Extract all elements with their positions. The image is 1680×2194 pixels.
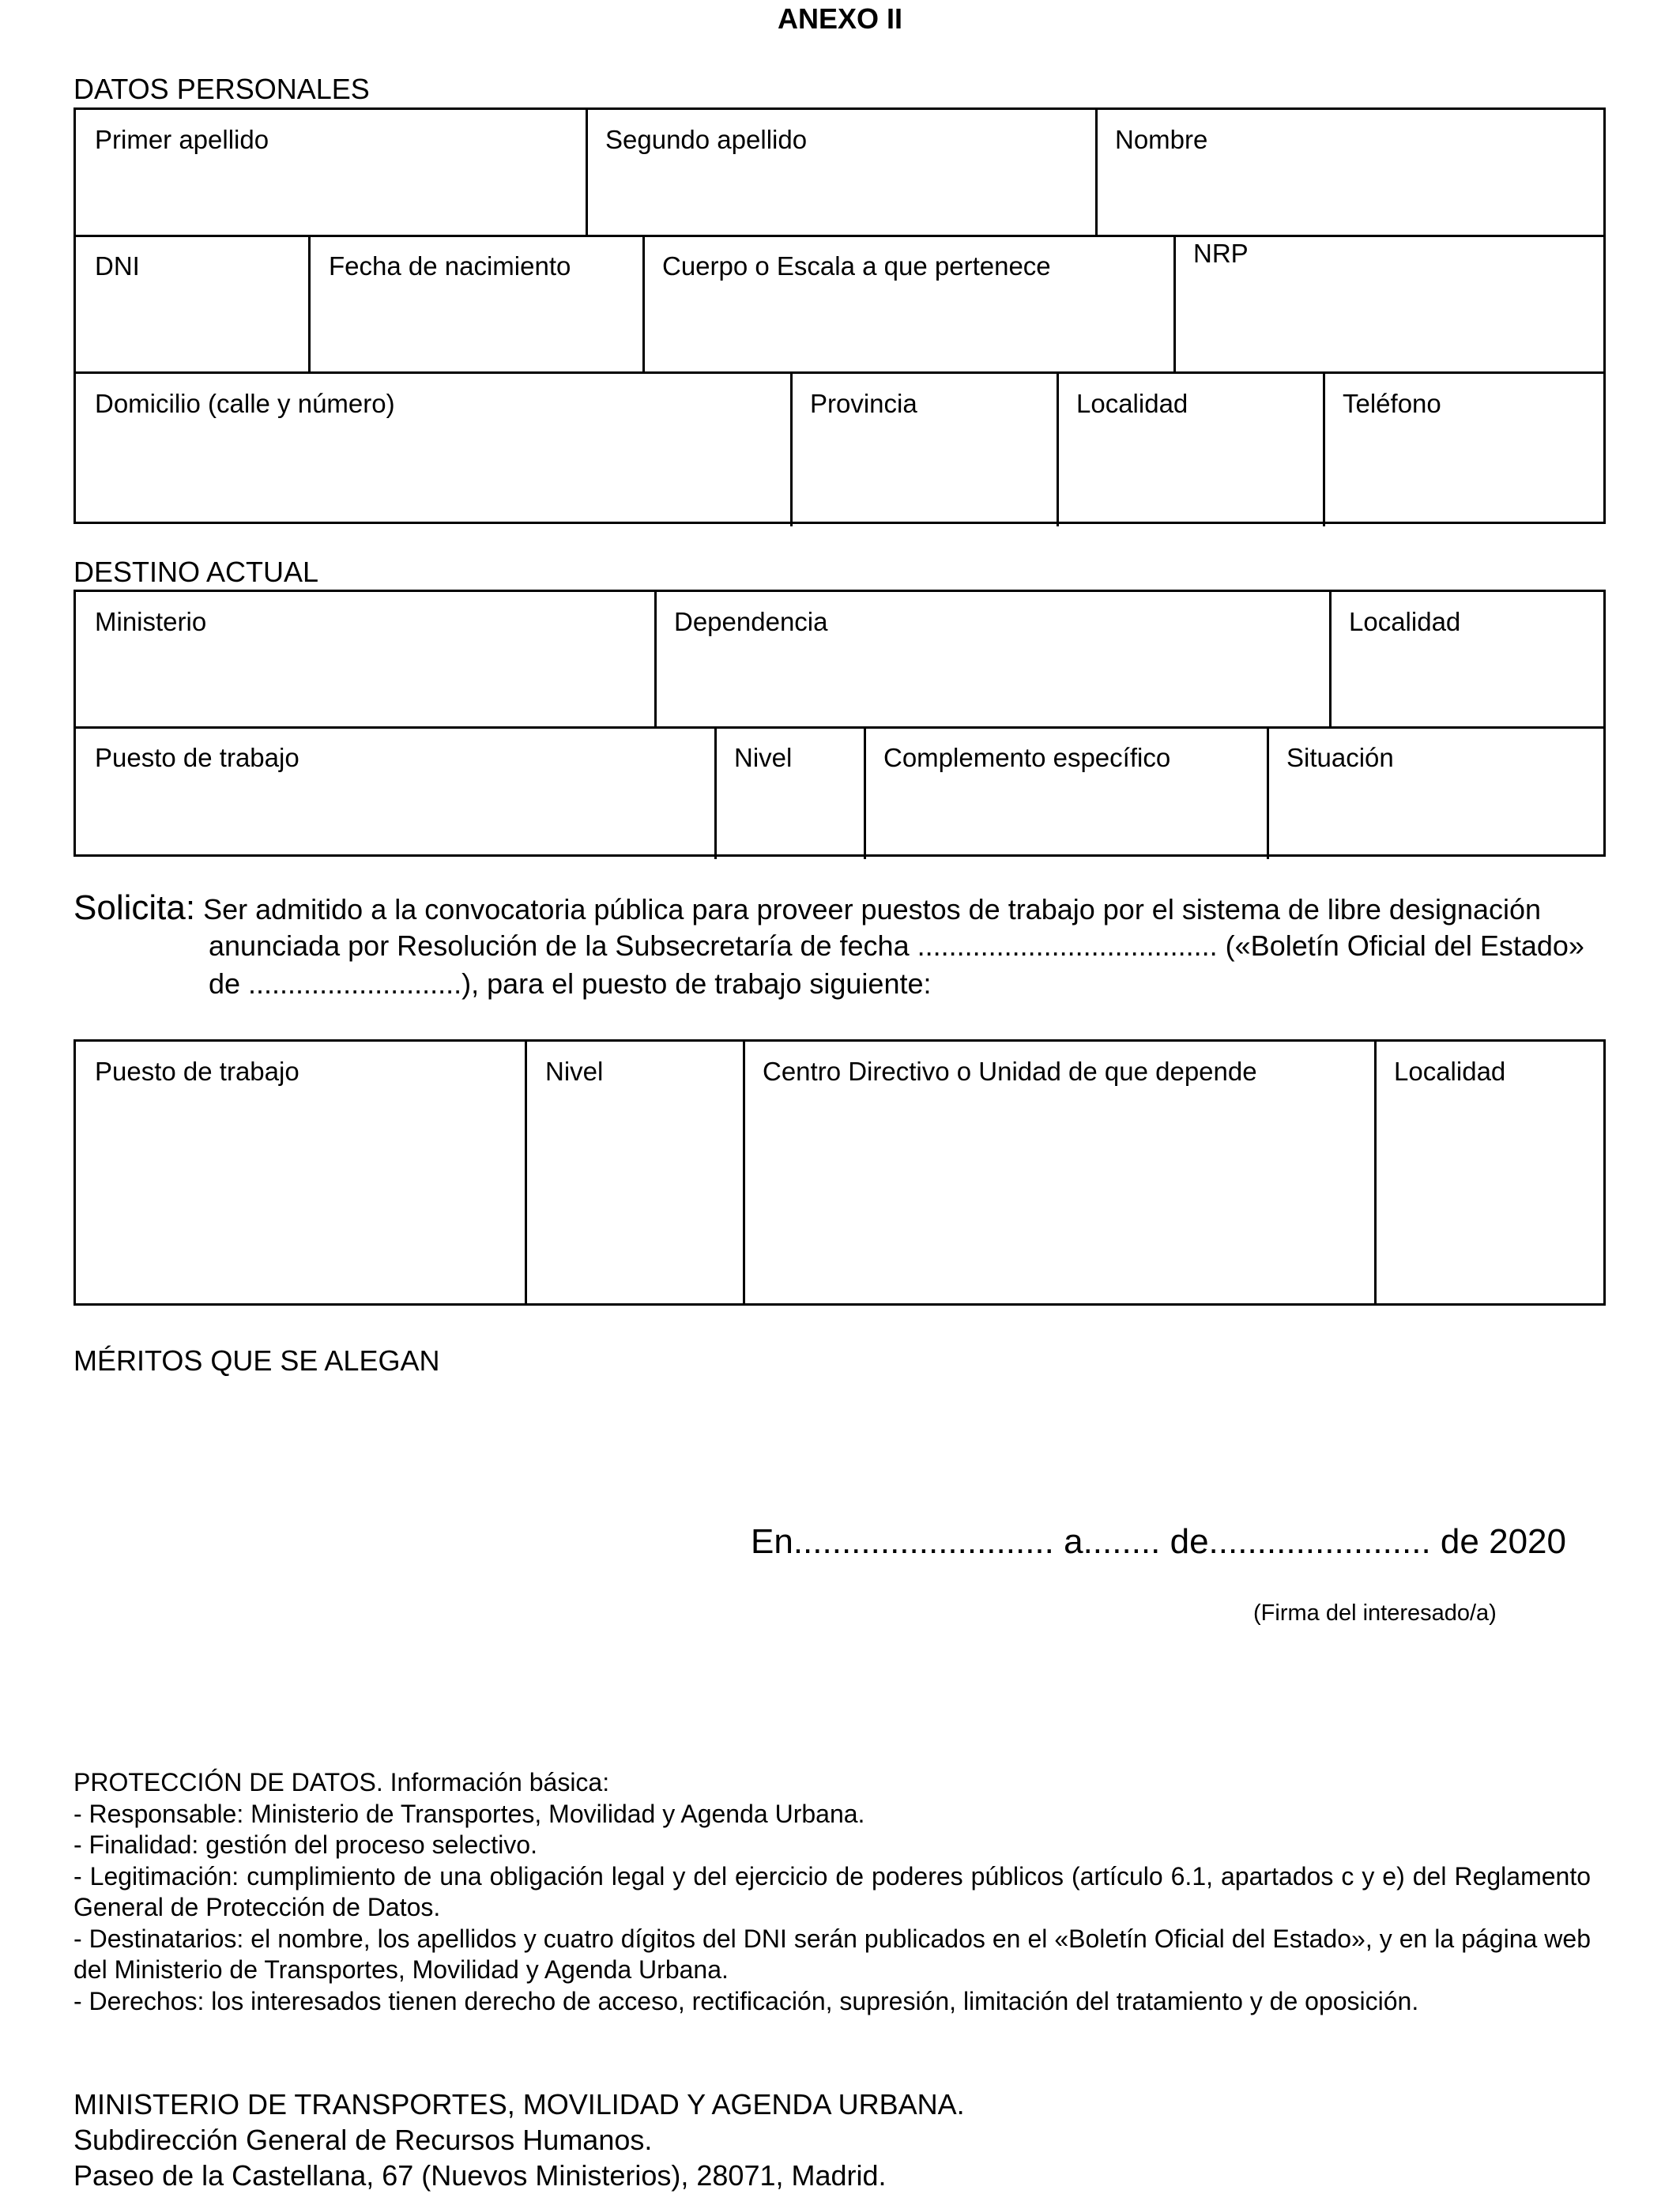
puesto-solicitado-field[interactable]: Puesto de trabajo (95, 1057, 299, 1086)
datos-personales-table (73, 107, 1606, 524)
footer-address (73, 2087, 965, 2193)
col-divider (864, 726, 866, 859)
col-divider (525, 1042, 527, 1303)
proteccion-legitimacion: - Legitimación: cumplimiento de una obligación legal y del ejercicio de poderes públicos (artículo 6.1, apartados c y e) del Reglamento General de Protección de Datos. (73, 1861, 1591, 1921)
domicilio-field[interactable]: Domicilio (calle y número) (95, 389, 395, 418)
localidad-actual-field[interactable]: Localidad (1349, 607, 1461, 636)
proteccion-derechos: - Derechos: los interesados tienen derecho de acceso, rectificación, supresión, limitación del tratamiento y de oposición. (73, 1986, 1419, 2015)
footer-subdireccion: Subdirección General de Recursos Humanos. (73, 2124, 653, 2156)
telefono-field[interactable]: Teléfono (1343, 389, 1441, 418)
col-divider (1095, 110, 1098, 235)
col-divider (743, 1042, 745, 1303)
dni-field[interactable]: DNI (95, 251, 140, 281)
page-title: ANEXO II (777, 2, 903, 35)
col-divider (1374, 1042, 1377, 1303)
solicita-line-1 (73, 890, 1541, 928)
proteccion-destinatarios: - Destinatarios: el nombre, los apellidos y cuatro dígitos del DNI serán publicados en el «Boletín Oficial del Estado», y en la página web del Ministerio de Transportes, Movilidad y Agenda Urbana. (73, 1924, 1591, 1984)
solicita-line-2: anunciada por Resolución de la Subsecretaría de fecha ...................................... («Boletín Oficial del Estado» (209, 929, 1584, 962)
footer-ministerio: MINISTERIO DE TRANSPORTES, MOVILIDAD Y AGENDA URBANA. (73, 2088, 965, 2120)
col-divider (790, 371, 793, 526)
solicita-line-3: de ...........................), para el puesto de trabajo siguiente: (209, 967, 932, 1000)
datos-personales-heading: DATOS PERSONALES (73, 73, 370, 105)
segundo-apellido-field[interactable]: Segundo apellido (605, 125, 808, 154)
nivel-actual-field[interactable]: Nivel (734, 743, 793, 772)
proteccion-finalidad: - Finalidad: gestión del proceso selectivo. (73, 1830, 537, 1859)
firma-label: (Firma del interesado/a) (1253, 1600, 1497, 1626)
col-divider (1267, 726, 1269, 859)
localidad-field[interactable]: Localidad (1076, 389, 1188, 418)
col-divider (1173, 235, 1176, 371)
fecha-lugar[interactable]: En........................... a........ de....................... de 2020 (751, 1522, 1566, 1561)
col-divider (642, 235, 645, 371)
primer-apellido-field[interactable]: Primer apellido (95, 125, 269, 154)
destino-actual-heading: DESTINO ACTUAL (73, 556, 319, 588)
localidad-solicitada-field[interactable]: Localidad (1394, 1057, 1506, 1086)
proteccion-responsable: - Responsable: Ministerio de Transportes, Movilidad y Agenda Urbana. (73, 1799, 865, 1828)
proteccion-heading: PROTECCIÓN DE DATOS. Información básica: (73, 1768, 610, 1796)
col-divider (308, 235, 311, 371)
col-divider (654, 592, 657, 726)
col-divider (1057, 371, 1059, 526)
solicita-text-1: Ser admitido a la convocatoria pública para proveer puestos de trabajo por el sistema de libre designación (203, 893, 1542, 925)
dependencia-field[interactable]: Dependencia (674, 607, 828, 636)
row-divider (76, 235, 1603, 237)
provincia-field[interactable]: Provincia (810, 389, 917, 418)
row-divider (76, 726, 1603, 729)
col-divider (714, 726, 717, 859)
nombre-field[interactable]: Nombre (1115, 125, 1208, 154)
footer-direccion: Paseo de la Castellana, 67 (Nuevos Ministerios), 28071, Madrid. (73, 2159, 887, 2192)
destino-actual-table (73, 590, 1606, 857)
solicita-label: Solicita: (73, 888, 196, 927)
row-divider (76, 371, 1603, 374)
complemento-field[interactable]: Complemento específico (883, 743, 1171, 772)
fecha-nacimiento-field[interactable]: Fecha de nacimiento (329, 251, 571, 281)
centro-directivo-field[interactable]: Centro Directivo o Unidad de que depende (763, 1057, 1257, 1086)
nivel-solicitado-field[interactable]: Nivel (545, 1057, 604, 1086)
proteccion-datos (73, 1767, 1591, 2017)
ministerio-field[interactable]: Ministerio (95, 607, 207, 636)
puesto-solicitado-table (73, 1039, 1606, 1306)
puesto-actual-field[interactable]: Puesto de trabajo (95, 743, 299, 772)
col-divider (1329, 592, 1332, 726)
col-divider (586, 110, 588, 235)
cuerpo-escala-field[interactable]: Cuerpo o Escala a que pertenece (662, 251, 1051, 281)
nrp-field[interactable]: NRP (1193, 239, 1249, 268)
col-divider (1323, 371, 1325, 526)
meritos-heading: MÉRITOS QUE SE ALEGAN (73, 1344, 440, 1377)
situacion-field[interactable]: Situación (1286, 743, 1394, 772)
